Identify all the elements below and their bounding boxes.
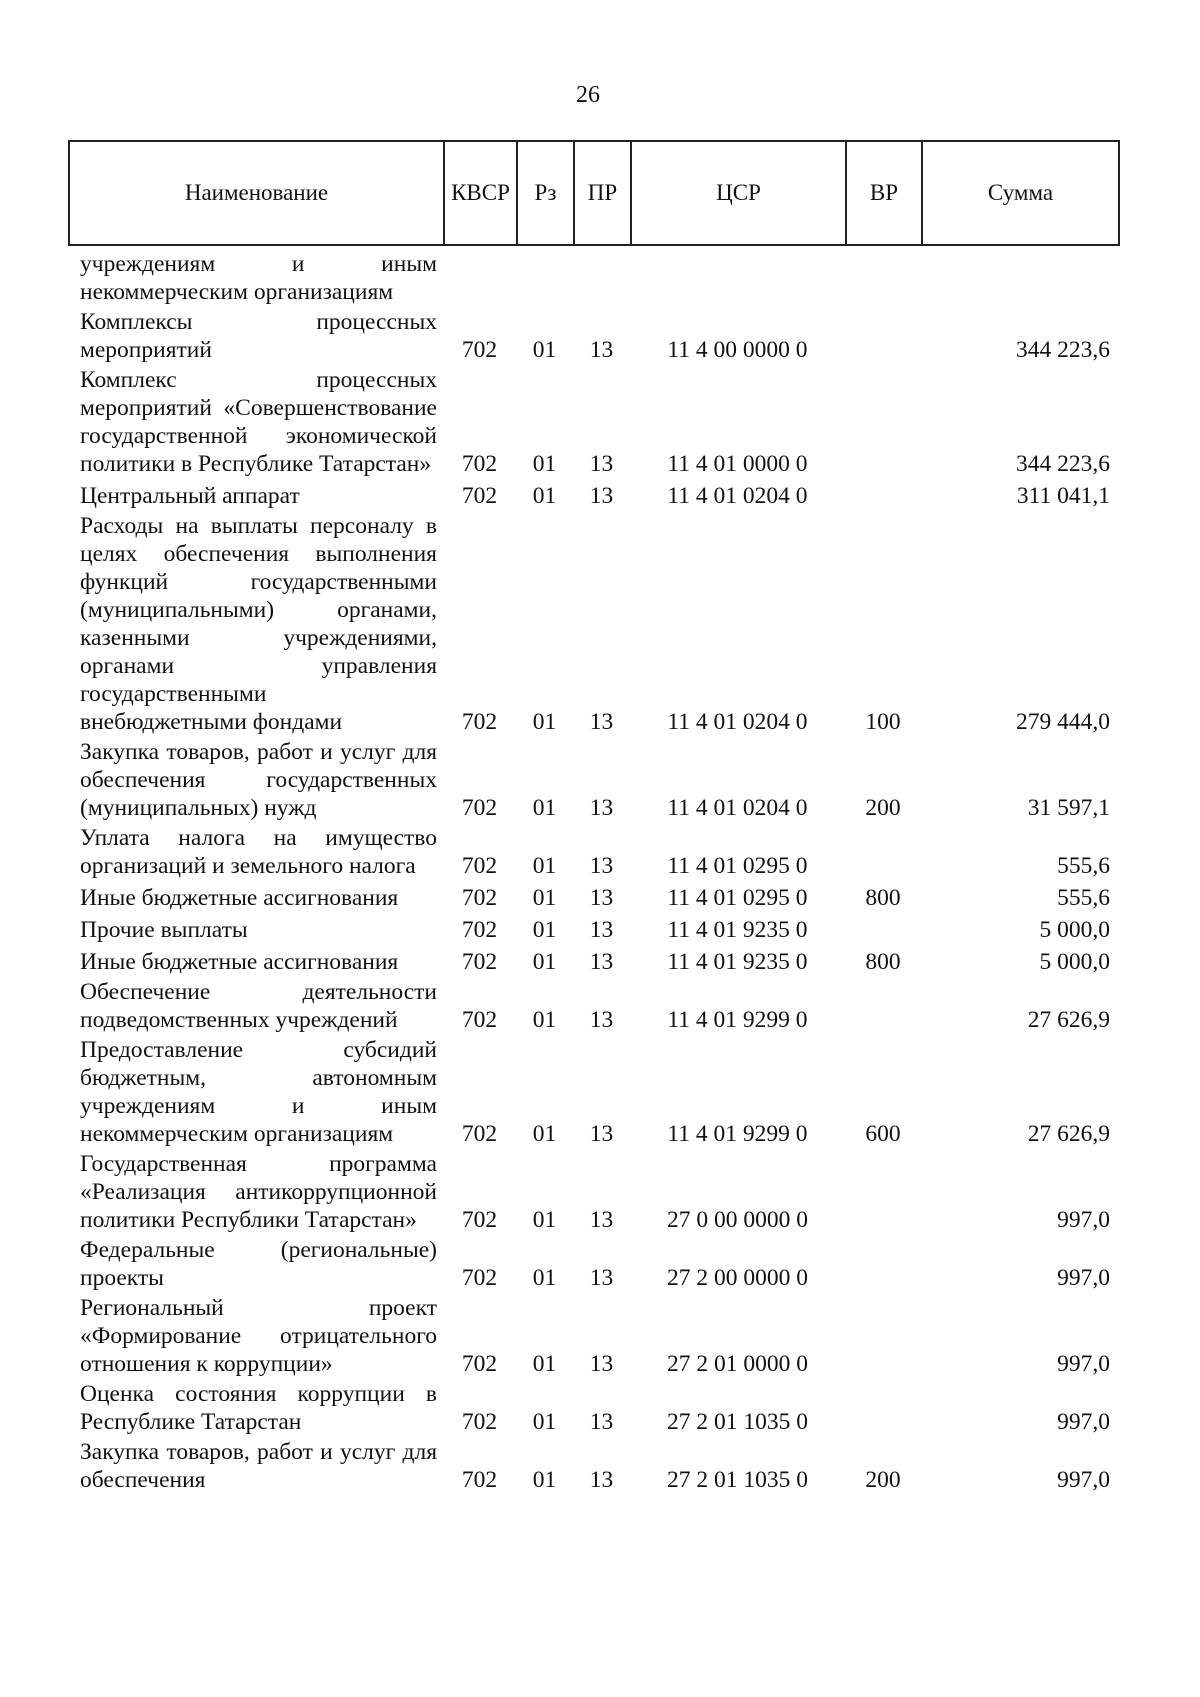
table-row — [68, 882, 1118, 914]
row-rz: 01 — [532, 1265, 557, 1291]
row-vr — [845, 480, 921, 512]
row-kvsr: 702 — [461, 1351, 498, 1377]
row-kvsr: 702 — [461, 885, 498, 911]
row-kvsr: 702 — [461, 1409, 498, 1435]
table-header — [68, 140, 1120, 246]
row-sum: 27 626,9 — [1027, 1007, 1110, 1033]
row-rz: 01 — [532, 949, 557, 975]
row-csr: 11 4 01 0204 0 — [667, 483, 808, 509]
row-name: Расходы на выплаты персоналу в целях обеспечения выполнения функций государственными (муниципальными) органами, казенными учреждениями, органами управления государственными внебюджетными фондами — [80, 513, 437, 735]
row-sum: 997,0 — [1057, 1207, 1110, 1233]
row-vr: 200 — [865, 1467, 901, 1493]
row-name: Оценка состояния коррупции в Республике Татарстан — [80, 1381, 437, 1435]
table-row — [68, 1150, 1118, 1236]
row-pr: 13 — [589, 483, 614, 509]
row-name: Прочие выплаты — [80, 917, 248, 943]
row-vr — [845, 978, 921, 1036]
table-row — [68, 1438, 1118, 1496]
row-sum: 555,6 — [1057, 853, 1110, 879]
row-rz: 01 — [532, 451, 557, 477]
table-row — [68, 308, 1118, 366]
row-kvsr: 702 — [461, 709, 498, 735]
header-vr: ВР — [846, 141, 922, 245]
row-rz: 01 — [532, 1467, 557, 1493]
row-csr — [630, 250, 845, 308]
row-vr — [845, 914, 921, 946]
row-csr: 11 4 01 9299 0 — [667, 1007, 808, 1033]
row-kvsr: 702 — [461, 853, 498, 879]
row-pr — [573, 250, 630, 308]
row-vr — [845, 1294, 921, 1380]
table-row — [68, 946, 1118, 978]
row-kvsr: 702 — [461, 1007, 498, 1033]
row-sum: 997,0 — [1057, 1351, 1110, 1377]
row-vr: 200 — [865, 795, 901, 821]
row-kvsr: 702 — [461, 451, 498, 477]
row-name: Федеральные (региональные) проекты — [80, 1237, 437, 1291]
row-vr: 800 — [865, 949, 901, 975]
row-sum: 344 223,6 — [1016, 337, 1110, 363]
table-row — [68, 914, 1118, 946]
row-name: Центральный аппарат — [80, 483, 300, 509]
row-rz: 01 — [532, 1121, 557, 1147]
header-sum: Сумма — [922, 141, 1119, 245]
row-sum: 997,0 — [1057, 1467, 1110, 1493]
table-row — [68, 1380, 1118, 1438]
row-csr: 27 0 00 0000 0 — [667, 1207, 808, 1233]
page-number: 26 — [576, 82, 600, 108]
row-pr: 13 — [589, 1467, 614, 1493]
row-vr: 800 — [865, 885, 901, 911]
row-vr — [845, 308, 921, 366]
table-row — [68, 1236, 1118, 1294]
row-pr: 13 — [589, 1351, 614, 1377]
header-csr: ЦСР — [631, 141, 846, 245]
row-vr — [845, 824, 921, 882]
row-rz: 01 — [532, 1351, 557, 1377]
row-pr: 13 — [589, 451, 614, 477]
header-name: Наименование — [69, 141, 444, 245]
row-pr: 13 — [589, 1207, 614, 1233]
row-sum: 27 626,9 — [1027, 1121, 1110, 1147]
row-kvsr: 702 — [461, 1467, 498, 1493]
table-row — [68, 1036, 1118, 1150]
row-name: Иные бюджетные ассигнования — [80, 885, 399, 911]
row-rz: 01 — [532, 483, 557, 509]
row-sum: 5 000,0 — [1039, 917, 1110, 943]
row-sum: 997,0 — [1057, 1409, 1110, 1435]
row-rz: 01 — [532, 709, 557, 735]
row-sum: 31 597,1 — [1027, 795, 1110, 821]
row-csr: 11 4 01 0000 0 — [667, 451, 808, 477]
row-rz: 01 — [532, 917, 557, 943]
row-name: Региональный проект «Формирование отрицательного отношения к коррупции» — [80, 1295, 437, 1377]
row-pr: 13 — [589, 949, 614, 975]
row-kvsr: 702 — [461, 917, 498, 943]
row-rz: 01 — [532, 1007, 557, 1033]
row-kvsr: 702 — [461, 337, 498, 363]
row-kvsr: 702 — [461, 949, 498, 975]
row-name: Уплата налога на имущество организаций и земельного налога — [80, 825, 437, 879]
row-name: Иные бюджетные ассигнования — [80, 949, 399, 975]
row-kvsr: 702 — [461, 1121, 498, 1147]
row-name: Закупка товаров, работ и услуг для обеспечения — [80, 1439, 437, 1493]
row-name: Закупка товаров, работ и услуг для обеспечения государственных (муниципальных) нужд — [80, 739, 437, 821]
row-name: Комплекс процессных мероприятий «Совершенствование государственной экономической политики в Республике Татарстан» — [80, 367, 437, 477]
table-row — [68, 824, 1118, 882]
row-rz: 01 — [532, 337, 557, 363]
row-csr: 11 4 01 0204 0 — [667, 795, 808, 821]
row-pr: 13 — [589, 1265, 614, 1291]
row-pr: 13 — [589, 337, 614, 363]
table-row — [68, 250, 1118, 308]
row-rz: 01 — [532, 795, 557, 821]
row-csr: 11 4 00 0000 0 — [667, 337, 808, 363]
row-kvsr: 702 — [461, 795, 498, 821]
row-vr: 600 — [865, 1121, 901, 1147]
row-kvsr — [443, 250, 516, 308]
row-name: Государственная программа «Реализация антикоррупционной политики Республики Татарстан» — [80, 1151, 437, 1233]
table-row — [68, 978, 1118, 1036]
row-rz: 01 — [532, 885, 557, 911]
budget-table — [68, 250, 1118, 1496]
row-name: Предоставление субсидий бюджетным, автономным учреждениям и иным некоммерческим организациям — [80, 1037, 437, 1147]
row-csr: 27 2 01 1035 0 — [667, 1467, 808, 1493]
row-sum — [921, 250, 1118, 308]
row-vr — [845, 1150, 921, 1236]
row-csr: 11 4 01 0204 0 — [667, 709, 808, 735]
row-sum: 997,0 — [1057, 1265, 1110, 1291]
row-pr: 13 — [589, 709, 614, 735]
row-csr: 11 4 01 9235 0 — [667, 917, 808, 943]
header-pr: ПР — [574, 141, 631, 245]
row-sum: 279 444,0 — [1016, 709, 1110, 735]
row-pr: 13 — [589, 795, 614, 821]
row-pr: 13 — [589, 1007, 614, 1033]
table-row — [68, 738, 1118, 824]
row-rz: 01 — [532, 1409, 557, 1435]
row-pr: 13 — [589, 1121, 614, 1147]
row-csr: 11 4 01 0295 0 — [667, 885, 808, 911]
row-sum: 311 041,1 — [1016, 483, 1110, 509]
row-vr — [845, 250, 921, 308]
row-vr — [845, 366, 921, 480]
row-kvsr: 702 — [461, 483, 498, 509]
table-row — [68, 366, 1118, 480]
row-rz: 01 — [532, 853, 557, 879]
row-sum: 555,6 — [1057, 885, 1110, 911]
row-name: Обеспечение деятельности подведомственных учреждений — [80, 979, 437, 1033]
header-kvsr: КВСР — [444, 141, 517, 245]
row-pr: 13 — [589, 1409, 614, 1435]
row-kvsr: 702 — [461, 1207, 498, 1233]
row-vr — [845, 1380, 921, 1438]
row-vr: 100 — [865, 709, 901, 735]
row-vr — [845, 1236, 921, 1294]
row-csr: 11 4 01 0295 0 — [667, 853, 808, 879]
row-csr: 27 2 00 0000 0 — [667, 1265, 808, 1291]
row-pr: 13 — [589, 885, 614, 911]
row-rz: 01 — [532, 1207, 557, 1233]
row-sum: 5 000,0 — [1039, 949, 1110, 975]
table-row — [68, 1294, 1118, 1380]
row-name: Комплексы процессных мероприятий — [80, 309, 437, 363]
table-row — [68, 480, 1118, 512]
row-kvsr: 702 — [461, 1265, 498, 1291]
row-csr: 27 2 01 0000 0 — [667, 1351, 808, 1377]
row-csr: 11 4 01 9235 0 — [667, 949, 808, 975]
row-pr: 13 — [589, 853, 614, 879]
row-csr: 11 4 01 9299 0 — [667, 1121, 808, 1147]
row-pr: 13 — [589, 917, 614, 943]
row-rz — [516, 250, 573, 308]
header-rz: Рз — [517, 141, 574, 245]
row-sum: 344 223,6 — [1016, 451, 1110, 477]
row-name: учреждениям и иным некоммерческим организациям — [80, 251, 437, 305]
row-csr: 27 2 01 1035 0 — [667, 1409, 808, 1435]
table-row — [68, 512, 1118, 738]
